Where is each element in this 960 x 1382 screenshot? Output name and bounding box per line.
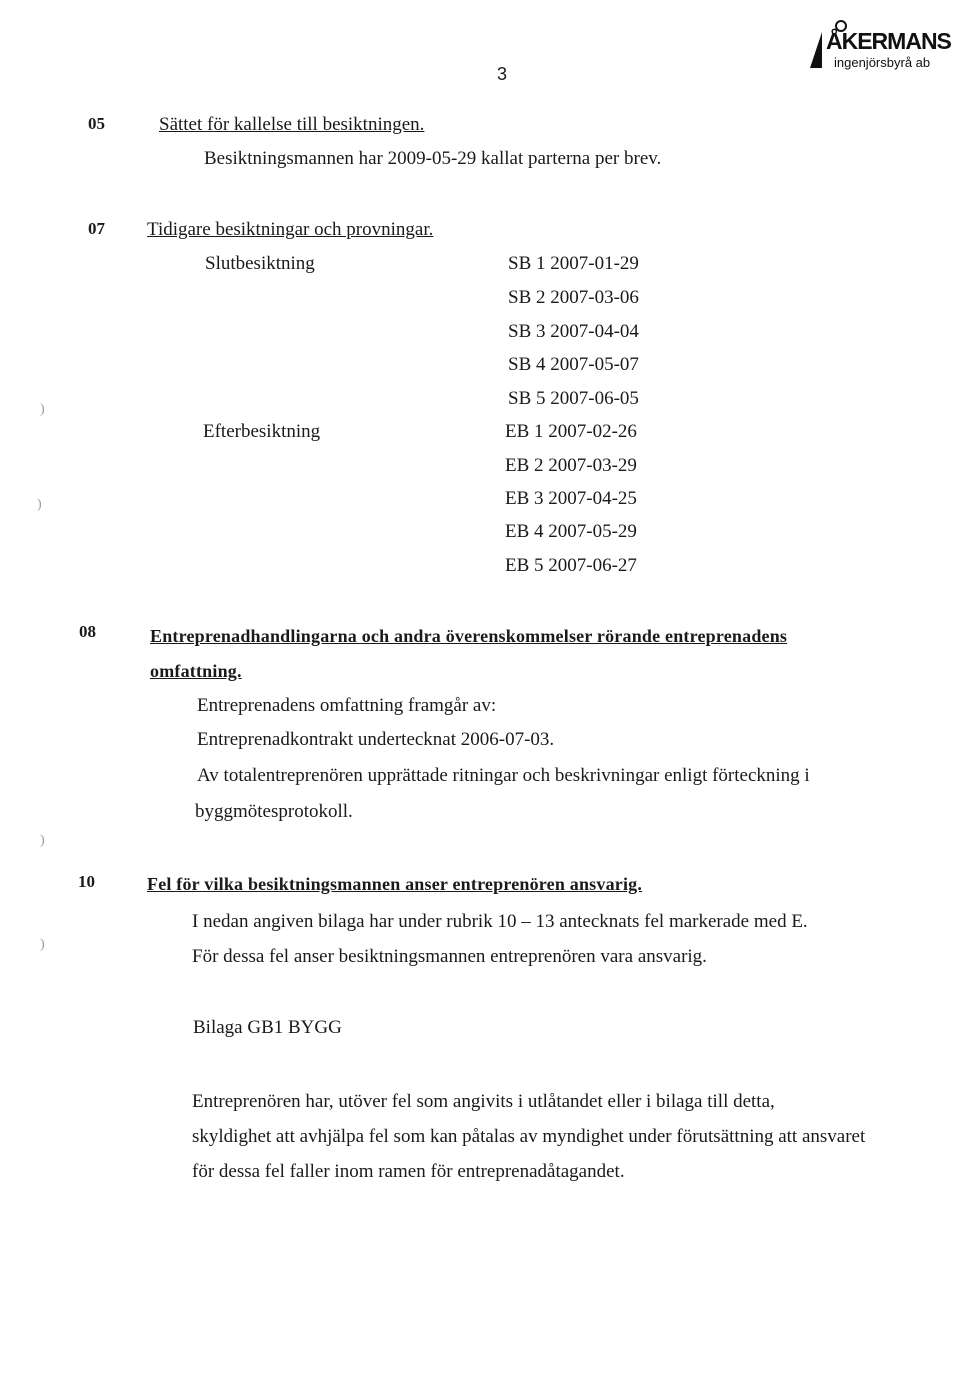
section-10-line: I nedan angiven bilaga har under rubrik 10 – 13 antecknats fel markerade med E. bbox=[192, 911, 808, 932]
logo-mark-icon bbox=[810, 32, 822, 68]
attachment-reference: Bilaga GB1 BYGG bbox=[193, 1017, 342, 1038]
section-08-line: Entreprenadens omfattning framgår av: bbox=[197, 695, 497, 716]
sb-date: SB 3 2007-04-04 bbox=[508, 321, 639, 342]
eb-date: EB 5 2007-06-27 bbox=[505, 555, 637, 576]
page-number: 3 bbox=[497, 64, 508, 84]
scan-speck: ) bbox=[37, 497, 42, 512]
slutbesiktning-label: Slutbesiktning bbox=[205, 253, 315, 274]
section-10-paragraph: skyldighet att avhjälpa fel som kan påtalas av myndighet under förutsättning att ansvaret bbox=[192, 1126, 866, 1147]
section-08-number: 08 bbox=[79, 622, 96, 641]
section-07-heading: Tidigare besiktningar och provningar. bbox=[147, 219, 434, 240]
scan-speck: ) bbox=[40, 833, 45, 848]
efterbesiktning-label: Efterbesiktning bbox=[203, 421, 321, 442]
section-08-line: Entreprenadkontrakt undertecknat 2006-07-03. bbox=[197, 729, 555, 750]
company-logo bbox=[808, 22, 951, 72]
section-05-number: 05 bbox=[88, 114, 105, 133]
section-05-heading: Sättet för kallelse till besiktningen. bbox=[159, 114, 425, 135]
section-10-line: För dessa fel anser besiktningsmannen entreprenören vara ansvarig. bbox=[192, 946, 707, 967]
section-08-line: Av totalentreprenören upprättade ritningar och beskrivningar enligt förteckning i bbox=[197, 765, 810, 786]
section-10-paragraph: för dessa fel faller inom ramen för entreprenadåtagandet. bbox=[192, 1161, 625, 1182]
section-08-line: byggmötesprotokoll. bbox=[195, 801, 353, 822]
sb-date: SB 5 2007-06-05 bbox=[508, 388, 639, 409]
sb-date: SB 2 2007-03-06 bbox=[508, 287, 639, 308]
eb-date: EB 1 2007-02-26 bbox=[505, 421, 637, 442]
section-05-body: Besiktningsmannen har 2009-05-29 kallat parterna per brev. bbox=[204, 148, 662, 169]
logo-name: ÅKERMANS bbox=[826, 28, 951, 54]
eb-date: EB 3 2007-04-25 bbox=[505, 488, 637, 509]
eb-date: EB 4 2007-05-29 bbox=[505, 521, 637, 542]
section-10-number: 10 bbox=[78, 872, 95, 891]
sb-date: SB 1 2007-01-29 bbox=[508, 253, 639, 274]
section-08-heading: Entreprenadhandlingarna och andra överenskommelser rörande entreprenadens bbox=[150, 626, 788, 646]
sb-date: SB 4 2007-05-07 bbox=[508, 354, 639, 375]
section-07-number: 07 bbox=[88, 219, 105, 238]
section-10-paragraph: Entreprenören har, utöver fel som angivits i utlåtandet eller i bilaga till detta, bbox=[192, 1091, 775, 1112]
section-08-heading-cont: omfattning. bbox=[150, 661, 242, 681]
scan-speck: ) bbox=[40, 402, 45, 417]
section-10-heading: Fel för vilka besiktningsmannen anser entreprenören ansvarig. bbox=[147, 874, 643, 894]
logo-subtitle: ingenjörsbyrå ab bbox=[834, 55, 931, 70]
eb-date: EB 2 2007-03-29 bbox=[505, 455, 637, 476]
scan-speck: ) bbox=[40, 937, 45, 952]
